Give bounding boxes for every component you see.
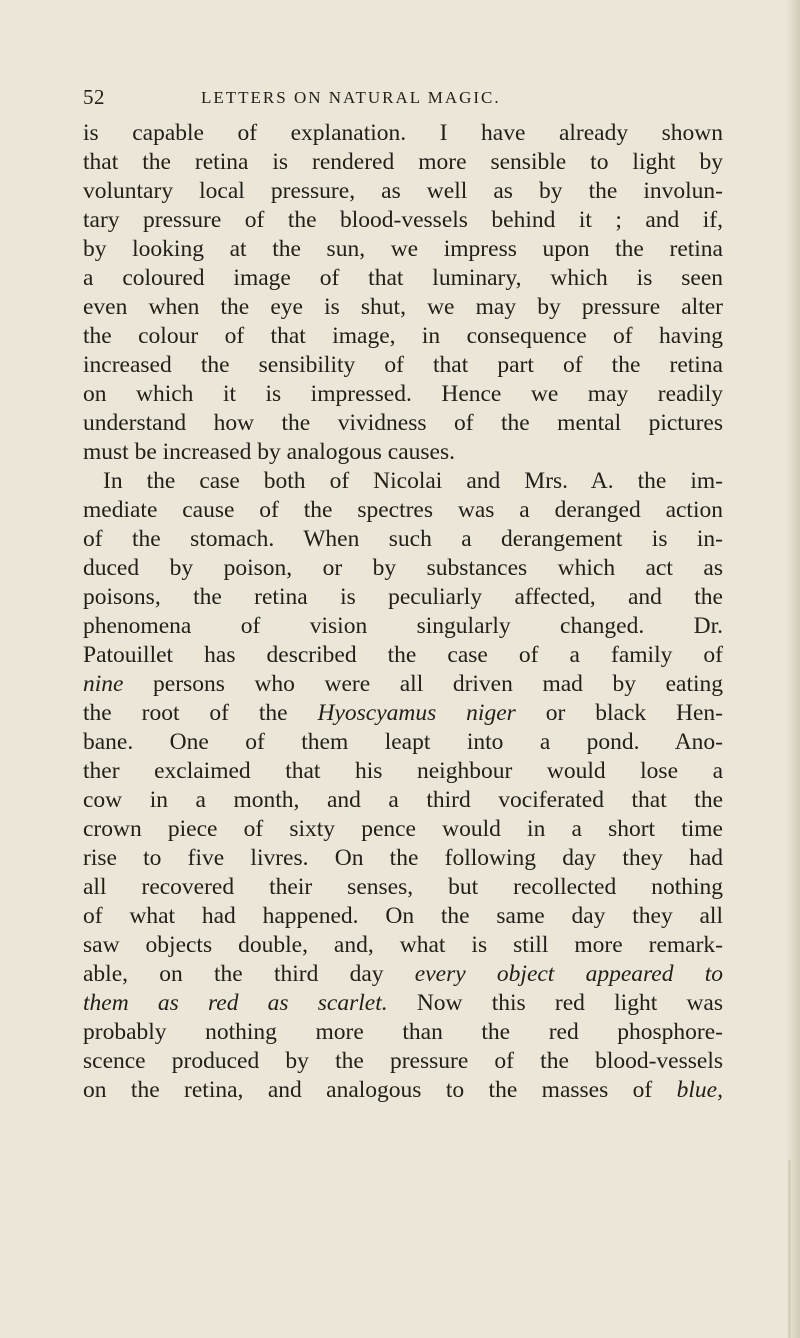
text-line [83, 148, 723, 177]
text-line [83, 873, 723, 902]
text-segment: ther exclaimed that his neighbour would lose a [83, 758, 723, 784]
text-segment: Patouillet has described the case of a family of [83, 642, 723, 668]
text-line [83, 815, 723, 844]
text-line [83, 1076, 723, 1105]
running-head: LETTERS ON NATURAL MAGIC. [201, 88, 501, 107]
text-line [83, 409, 723, 438]
text-segment: cow in a month, and a third vociferated that the [83, 787, 723, 813]
italic-text: nine [83, 671, 124, 697]
page-header [83, 84, 683, 112]
text-line [83, 960, 723, 989]
italic-text: them as red as scarlet. [83, 990, 388, 1016]
text-segment: on which it is impressed. Hence we may readily [83, 381, 723, 407]
text-line [83, 496, 723, 525]
text-line [83, 1047, 723, 1076]
italic-text: blue, [676, 1077, 723, 1103]
text-segment: poisons, the retina is peculiarly affected, and the [83, 584, 723, 610]
text-line [83, 380, 723, 409]
text-line [83, 206, 723, 235]
text-line [83, 293, 723, 322]
text-segment: that the retina is rendered more sensible to light by [83, 149, 723, 175]
text-line [83, 119, 723, 148]
text-segment: saw objects double, and, what is still more remark- [83, 932, 723, 958]
text-segment: the colour of that image, in consequence of having [83, 323, 723, 349]
text-line [83, 322, 723, 351]
text-segment: In the case both of Nicolai and Mrs. A. the im- [103, 468, 723, 494]
text-line [83, 264, 723, 293]
text-segment: the root of the [83, 700, 318, 726]
text-line [83, 612, 723, 641]
text-line [83, 670, 723, 699]
text-line [83, 728, 723, 757]
page-number: 52 [83, 85, 105, 109]
text-segment: phenomena of vision singularly changed. Dr. [83, 613, 723, 639]
page-edge-mark [788, 1160, 791, 1338]
text-segment: of what had happened. On the same day they all [83, 903, 723, 929]
text-line [83, 699, 723, 728]
text-line [83, 641, 723, 670]
page-edge-shadow [786, 0, 800, 1338]
text-segment: probably nothing more than the red phosphore- [83, 1019, 723, 1045]
text-line [83, 989, 723, 1018]
text-segment: persons who were all driven mad by eating [123, 671, 723, 697]
text-segment: all recovered their senses, but recollected nothing [83, 874, 723, 900]
text-segment: voluntary local pressure, as well as by the involun- [83, 178, 723, 204]
text-segment: must be increased by analogous causes. [83, 439, 455, 465]
italic-text: Hyoscyamus niger [317, 700, 516, 726]
text-line [83, 525, 723, 554]
text-line [83, 757, 723, 786]
text-segment: scence produced by the pressure of the blood-vessels [83, 1048, 723, 1074]
text-segment: tary pressure of the blood-vessels behind it ; and if, [83, 207, 723, 233]
text-line [83, 467, 723, 496]
text-segment: crown piece of sixty pence would in a short time [83, 816, 723, 842]
text-line [83, 438, 723, 467]
text-line [83, 177, 723, 206]
text-segment: even when the eye is shut, we may by pressure alter [83, 294, 723, 320]
text-segment: of the stomach. When such a derangement is in- [83, 526, 723, 552]
text-segment: rise to five livres. On the following day they had [83, 845, 723, 871]
text-line [83, 931, 723, 960]
text-segment: duced by poison, or by substances which act as [83, 555, 723, 581]
text-line [83, 235, 723, 264]
text-line [83, 554, 723, 583]
text-segment: is capable of explanation. I have already shown [83, 120, 723, 146]
text-line [83, 844, 723, 873]
text-segment: bane. One of them leapt into a pond. Ano- [83, 729, 723, 755]
text-line [83, 351, 723, 380]
text-line [83, 1018, 723, 1047]
text-segment: understand how the vividness of the mental pictures [83, 410, 723, 436]
text-line [83, 583, 723, 612]
text-segment: increased the sensibility of that part of the retina [83, 352, 723, 378]
text-segment: able, on the third day [83, 961, 415, 987]
text-line [83, 902, 723, 931]
text-segment: on the retina, and analogous to the masses of [83, 1077, 677, 1103]
text-segment: or black Hen- [515, 700, 723, 726]
text-segment: a coloured image of that luminary, which is seen [83, 265, 723, 291]
text-segment: mediate cause of the spectres was a deranged action [83, 497, 723, 523]
text-line [83, 786, 723, 815]
body-text [83, 119, 723, 1105]
text-segment: by looking at the sun, we impress upon the retina [83, 236, 723, 262]
text-segment: Now this red light was [387, 990, 723, 1016]
italic-text: every object appeared to [414, 961, 723, 987]
